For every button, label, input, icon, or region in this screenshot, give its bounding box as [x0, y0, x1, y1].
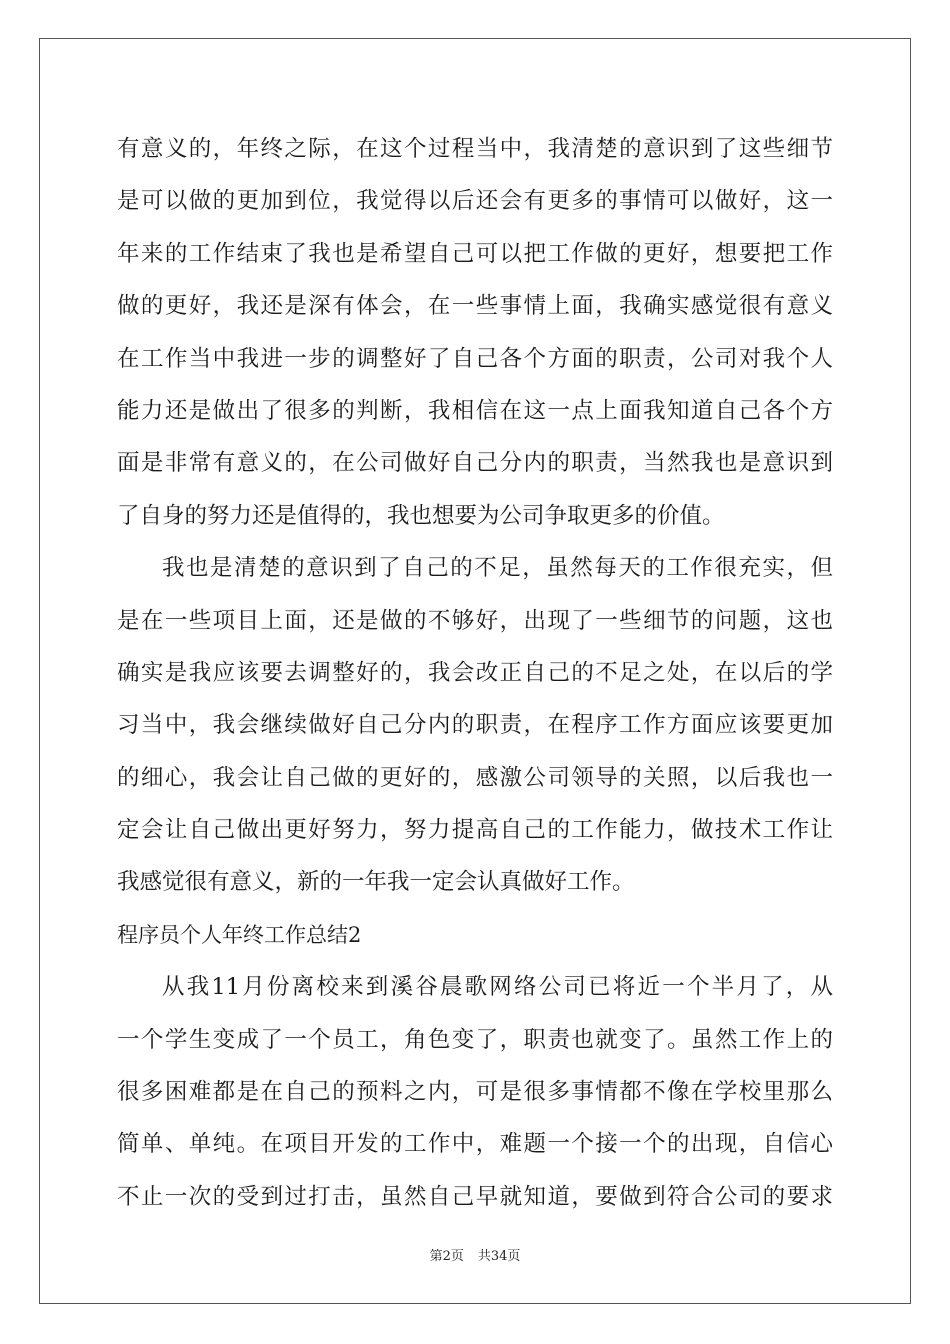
- page-footer: [0, 1245, 950, 1264]
- text-line: 年来的工作结束了我也是希望自己可以把工作做的更好，想要把工作: [117, 240, 833, 267]
- text-line: 是可以做的更加到位，我觉得以后还会有更多的事情可以做好，这一: [117, 188, 833, 215]
- text-line: 习当中，我会继续做好自己分内的职责，在程序工作方面应该要更加: [117, 712, 833, 739]
- section-heading: 程序员个人年终工作总结2: [117, 922, 362, 947]
- page-number: 第2页: [429, 1249, 464, 1264]
- paragraph-3: [117, 965, 833, 1227]
- text-line: 能力还是做出了很多的判断，我相信在这一点上面我知道自己各个方: [117, 397, 833, 424]
- paragraph-2: [117, 546, 833, 913]
- text-line: 的细心，我会让自己做的更好的，感激公司领导的关照，以后我也一: [117, 764, 833, 791]
- text-line: 确实是我应该要去调整好的，我会改正自己的不足之处，在以后的学: [117, 659, 833, 686]
- text-line: 从我11月份离校来到溪谷晨歌网络公司已将近一个半月了，从: [162, 974, 833, 1001]
- text-line: 了自身的努力还是值得的，我也想要为公司争取更多的价值。: [117, 502, 725, 529]
- text-line: 我感觉很有意义，新的一年我一定会认真做好工作。: [117, 869, 635, 896]
- text-line: 做的更好，我还是深有体会，在一些事情上面，我确实感觉很有意义: [117, 293, 833, 320]
- text-line: 不止一次的受到过打击，虽然自己早就知道，要做到符合公司的要求: [117, 1183, 833, 1210]
- text-line: 我也是清楚的意识到了自己的不足，虽然每天的工作很充实，但: [162, 555, 833, 582]
- page-total: 共34页: [477, 1249, 521, 1264]
- text-line: 是在一些项目上面，还是做的不够好，出现了一些细节的问题，这也: [117, 607, 833, 634]
- text-line: 一个学生变成了一个员工，角色变了，职责也就变了。虽然工作上的: [117, 1026, 833, 1053]
- text-line: 在工作当中我进一步的调整好了自己各个方面的职责，公司对我个人: [117, 345, 833, 372]
- text-line: 面是非常有意义的，在公司做好自己分内的职责，当然我也是意识到: [117, 450, 833, 477]
- text-line: 有意义的，年终之际，在这个过程当中，我清楚的意识到了这些细节: [117, 136, 833, 162]
- text-line: 简单、单纯。在项目开发的工作中，难题一个接一个的出现，自信心: [117, 1131, 833, 1158]
- text-line: 很多困难都是在自己的预料之内，可是很多事情都不像在学校里那么: [117, 1079, 833, 1106]
- paragraph-1: [117, 127, 833, 546]
- text-line: 定会让自己做出更好努力，努力提高自己的工作能力，做技术工作让: [117, 817, 833, 844]
- document-body: [117, 127, 833, 1227]
